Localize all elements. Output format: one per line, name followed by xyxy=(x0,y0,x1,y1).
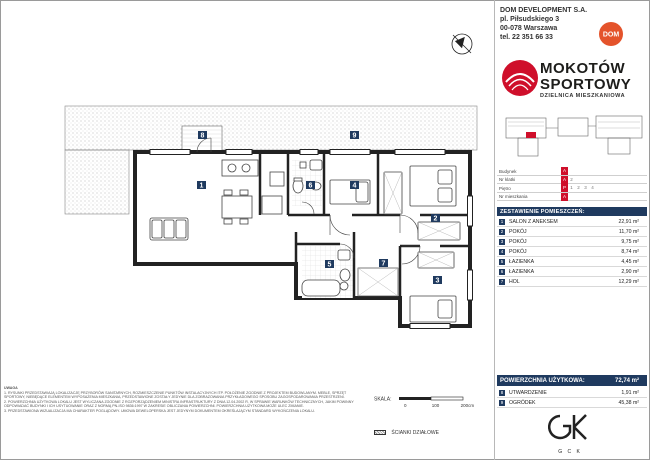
info-cell: 2 xyxy=(577,185,580,190)
info-cell: 2 xyxy=(570,176,573,182)
gck-logo-icon xyxy=(548,412,592,442)
sheet-divider xyxy=(494,0,495,460)
info-cell: 1 xyxy=(570,185,573,190)
legend-swatch xyxy=(374,430,386,435)
info-cell: 4 xyxy=(591,185,594,190)
info-label: Piętro xyxy=(499,185,511,191)
info-label: Nr mieszkania xyxy=(499,194,528,199)
apartment-highlight xyxy=(526,132,536,138)
note-2b: ODPOWIADAĆ BUDYNKI I ICH USYTUOWANIE ORAZ Z NORMĄ PN-ISO 9836:1997 W ZAKRESIE OBLICZANIA POWIERZCHNI. POWIERZCHNIA UŻYTKOWA MOŻE ULEC ZMIANIE. xyxy=(4,404,304,409)
room-name: SALON Z ANEKSEM xyxy=(509,219,558,225)
key-plan xyxy=(498,110,648,166)
room-num: 7 xyxy=(500,278,504,284)
room-num: 2 xyxy=(500,228,504,234)
room-name: UTWARDZENIE xyxy=(509,390,547,396)
usable-area-bar xyxy=(497,375,647,386)
room-row xyxy=(497,227,647,237)
stadium-logo-icon xyxy=(500,58,540,98)
scale-tick-0: 0 xyxy=(404,403,407,408)
room-name: ŁAZIENKA xyxy=(509,259,535,265)
room-num: 4 xyxy=(500,248,504,254)
scale-bar xyxy=(374,395,474,408)
dom-logo-icon xyxy=(592,20,630,48)
room-num: 8 xyxy=(500,389,504,395)
note-1b: SPORTOWY, NIEBĘDĄCE ELEMENTEM WYPOSAŻENIA MIESZKANIA, PRZEDSTAWIONE ZOSTAŁY JEDYNIE DLA ZOBRAZOWANIA PRZYKŁADOWEGO SPOSOBU ZAGOSPODAROWANIA PRZESTRZENI. xyxy=(4,395,345,400)
room-row xyxy=(497,277,647,287)
note-1: 1. RYSUNKI PRZEDSTAWIAJĄ LOKALIZACJĘ PRZYBORÓW SANITARNYCH, ROZMIESZCZENIE PUNKTÓW INSTALACYJNYCH ITP. POŁOŻENIE ZGODNIE Z PROJEKTEM BUDOWLANYM. MEBLE, SPRZĘT xyxy=(4,390,347,395)
room-area: 12,29 m² xyxy=(618,279,639,285)
room-label-4: 4 xyxy=(352,182,357,190)
room-label-2: 2 xyxy=(433,215,438,223)
brand-line-2: SPORTOWY xyxy=(540,76,632,93)
scale-label: SKALA: xyxy=(374,396,392,403)
scale-tick-2: 200cm xyxy=(460,403,475,408)
gck-text: G C K xyxy=(558,449,582,455)
room-row xyxy=(497,247,647,257)
room-area: 8,74 m² xyxy=(621,249,639,255)
room-name: ŁAZIENKA xyxy=(509,269,535,275)
scale-graphic xyxy=(397,395,467,403)
gck-logo xyxy=(548,412,592,456)
room-num: 3 xyxy=(500,238,504,244)
room-area: 1,91 m² xyxy=(621,390,639,396)
rooms-table xyxy=(497,217,647,287)
info-cell: P xyxy=(562,185,566,190)
room-name: POKÓJ xyxy=(509,239,527,245)
info-row xyxy=(497,184,647,193)
room-row xyxy=(497,217,647,227)
developer-street: pl. Piłsudskiego 3 xyxy=(500,16,560,23)
room-area: 2,90 m² xyxy=(621,269,639,275)
apartment-info-table xyxy=(497,167,647,201)
note-3: 3. PRZEDSTAWIONA WIZUALIZACJA MA CHARAKTER POGLĄDOWY. UMOWA DEWELOPERSKA JEST JEDYNYM DOKUMENTEM OKREŚLAJĄCYM STANDARD WYKOŃCZENIA LOKALU. xyxy=(4,408,315,413)
room-num: 1 xyxy=(500,218,504,224)
info-cell: A xyxy=(562,193,566,199)
room-num: 6 xyxy=(500,268,504,274)
room-num: 9 xyxy=(500,399,504,405)
room-label-5: 5 xyxy=(327,261,332,269)
room-row xyxy=(497,267,647,277)
info-cell: 3 xyxy=(584,185,587,190)
developer-name: DOM DEVELOPMENT S.A. xyxy=(500,7,588,14)
room-label-6: 6 xyxy=(308,182,313,190)
brand-subtitle: DZIELNICA MIESZKANIOWA xyxy=(540,93,626,99)
room-label-8: 8 xyxy=(200,132,205,140)
room-name: HOL xyxy=(509,279,520,285)
room-label-7: 7 xyxy=(381,260,386,268)
rooms-header: ZESTAWIENIE POMIESZCZEŃ: xyxy=(497,207,647,216)
room-area: 9,75 m² xyxy=(621,239,639,245)
brand-line-1: MOKOTÓW xyxy=(540,60,626,77)
room-label-1: 1 xyxy=(199,182,204,190)
garden-area-left xyxy=(65,150,129,214)
note-2: 2. POWIERZCHNIA UŻYTKOWA LOKALU JEST WYLICZANA ZGODNIE Z ROZPORZĄDZENIEM MINISTRA INFRASTRUKTURY Z DNIA 12.04.2002 R. W SPRAWIE WARUNKÓW TECHNICZNYCH, JAKIM POWINNY xyxy=(4,399,354,404)
room-area: 45,38 m² xyxy=(618,400,639,406)
developer-info xyxy=(500,6,587,42)
extra-row xyxy=(497,398,647,408)
info-label: Nr klatki xyxy=(499,177,516,182)
room-num: 5 xyxy=(500,258,504,264)
room-row xyxy=(497,237,647,247)
project-logo xyxy=(498,52,646,108)
info-row xyxy=(497,193,647,202)
room-row xyxy=(497,257,647,267)
room-name: POKÓJ xyxy=(509,229,527,235)
info-row xyxy=(497,176,647,185)
extras-table xyxy=(497,388,647,408)
legend-label: ŚCIANKI DZIAŁOWE xyxy=(391,430,439,436)
room-label-3: 3 xyxy=(435,277,440,285)
info-cell: A xyxy=(562,176,566,182)
room-area: 11,70 m² xyxy=(618,229,639,235)
developer-phone: tel. 22 351 66 33 xyxy=(500,34,553,41)
room-area: 22,91 m² xyxy=(618,219,639,225)
info-row xyxy=(497,167,647,176)
dom-logo-text: DOM xyxy=(602,31,620,39)
info-label: Budynek xyxy=(499,168,517,174)
usable-area-value: 72,74 m² xyxy=(614,377,639,384)
room-name: POKÓJ xyxy=(509,249,527,255)
room-label-9: 9 xyxy=(352,132,357,140)
info-cell: A xyxy=(562,168,566,173)
legend xyxy=(374,430,439,436)
scale-tick-1: 100 xyxy=(431,403,440,408)
north-arrow-icon xyxy=(452,34,472,54)
notes-title: UWAGA xyxy=(4,386,18,390)
room-name: OGRÓDEK xyxy=(509,400,536,406)
usable-area-label: POWIERZCHNIA UŻYTKOWA: xyxy=(500,377,585,384)
extra-row xyxy=(497,388,647,398)
developer-city: 00-078 Warszawa xyxy=(500,25,558,32)
garden-area xyxy=(65,106,477,150)
room-area: 4,45 m² xyxy=(621,259,639,265)
